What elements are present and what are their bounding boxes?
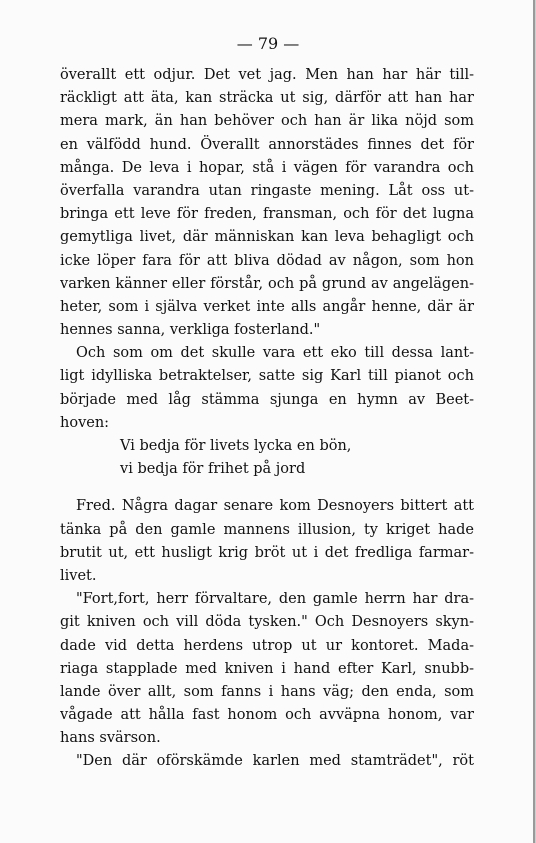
text-line: räckligt att äta, kan sträcka ut sig, därför att han har — [60, 90, 474, 107]
text-line: heter, som i själva verket inte alls angår henne, där är — [60, 298, 474, 315]
text-line: varken känner eller förstår, och på grund av angelägen- — [60, 275, 474, 292]
text-line: hennes sanna, verkliga fosterland." — [60, 322, 321, 339]
text-line: mera mark, än han behöver och han är lika nöjd som — [60, 113, 474, 130]
spacer — [60, 481, 474, 495]
text-line: Och som om det skulle vara ett eko till dessa lant- — [76, 345, 474, 362]
verse-line: vi bedja för frihet på jord — [120, 461, 306, 478]
text-line: överfalla varandra utan ringaste mening. Låt oss ut- — [60, 182, 474, 199]
text-line: vågade att hålla fast honom och avväpna honom, var — [60, 707, 474, 724]
text-line: hans svärson. — [60, 730, 161, 747]
text-line: riaga stapplade med kniven i hand efter Karl, snubb- — [60, 660, 474, 677]
text-line: livet. — [60, 567, 97, 584]
text-line: bringa ett leve för freden, fransman, och för det lugna — [60, 206, 474, 223]
text-line: dade vid detta herdens utrop ut ur kontoret. Mada- — [60, 637, 474, 654]
body-text — [60, 64, 474, 774]
text-line: började med låg stämma sjunga en hymn av Beet- — [60, 391, 474, 408]
page-edge — [533, 0, 535, 843]
text-line: många. De leva i hopar, stå i vägen för varandra och — [60, 159, 474, 176]
text-line: tänka på den gamle mannens illusion, ty kriget hade — [60, 521, 474, 538]
text-line: hoven: — [60, 414, 110, 431]
text-line: ligt idylliska betraktelser, satte sig Karl till pianot och — [60, 368, 474, 385]
text-line: git kniven och vill döda tysken." Och Desnoyers skyn- — [60, 614, 474, 631]
text-line: överallt ett odjur. Det vet jag. Men han har här till- — [60, 67, 474, 83]
text-line: brutit ut, ett husligt krig bröt ut i det fredliga farmar- — [60, 544, 474, 561]
text-line: Fred. Några dagar senare kom Desnoyers bittert att — [76, 498, 474, 515]
text-line: "Den där oförskämde karlen med stamträdet", röt — [76, 753, 474, 770]
verse-line: Vi bedja för livets lycka en bön, — [120, 438, 352, 454]
text-line: gemytliga livet, där människan kan leva behagligt och — [60, 229, 474, 246]
text-line: en välfödd hund. Överallt annorstädes finnes det för — [60, 136, 474, 153]
page-number: — 79 — — [236, 34, 300, 53]
text-line: icke löper fara för att bliva dödad av någon, som hon — [60, 252, 474, 269]
text-line: "Fort,fort, herr förvaltare, den gamle herrn har dra- — [76, 591, 474, 608]
text-line: lande över allt, som fanns i hans väg; den enda, som — [60, 683, 474, 700]
